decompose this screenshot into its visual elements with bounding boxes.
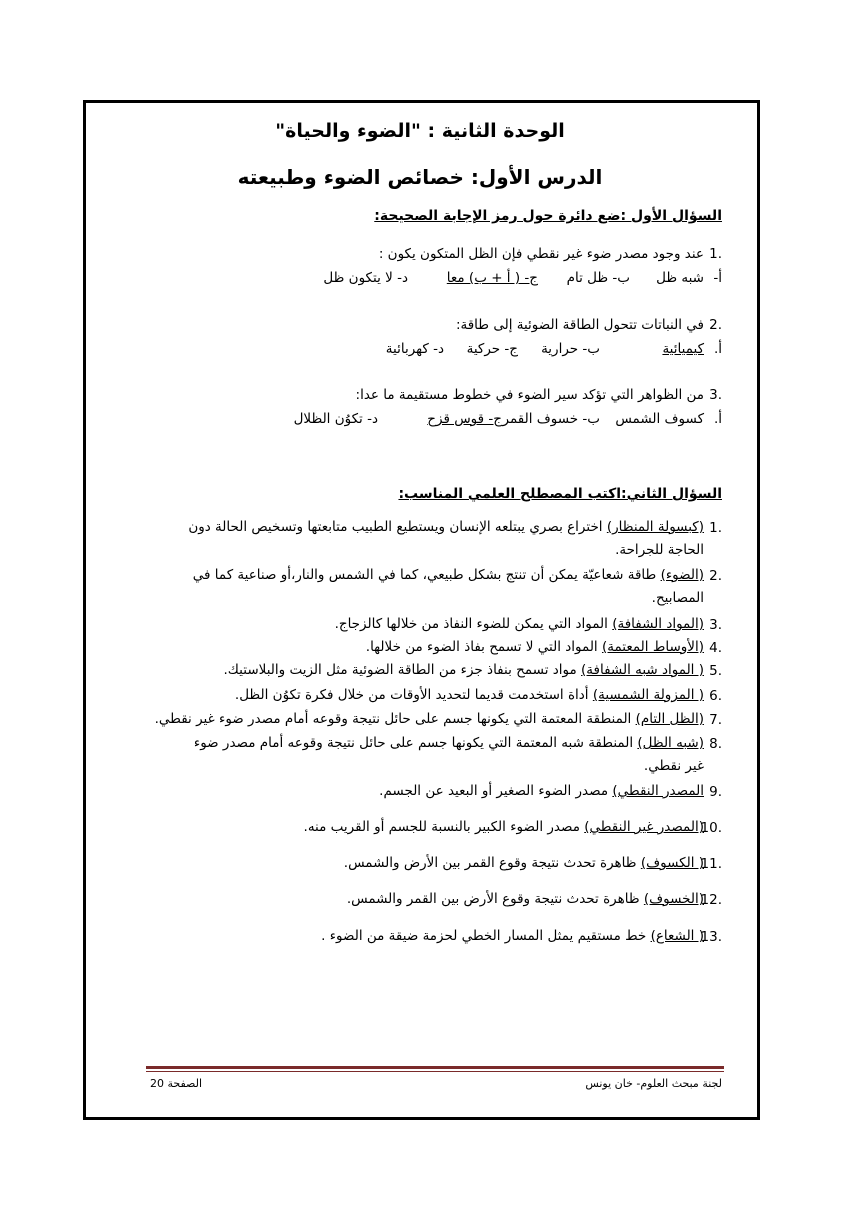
footer-page-number: الصفحة 20 xyxy=(150,1077,203,1090)
lesson-title: الدرس الأول: خصائص الضوء وطبيعته xyxy=(237,165,603,189)
q2-definition: ظاهرة تحدث نتيجة وقوع الأرض بين القمر والشمس. xyxy=(346,891,644,907)
q2-item-number: 11. xyxy=(700,856,722,872)
q1-option-d: د- تكوُن الظلال xyxy=(293,411,378,427)
q2-item-number: 10. xyxy=(700,820,722,836)
q1-option-b: ب- خسوف القمر xyxy=(502,411,600,427)
q2-definition: المنطقة المعتمة التي يكونها جسم على حائل نتيجة وقوعه أمام مصدر ضوء غير نقطي. xyxy=(154,711,636,727)
q2-item-text xyxy=(164,816,704,839)
unit-title: الوحدة الثانية : "الضوء والحياة" xyxy=(275,120,565,142)
q2-definition: اختراع بصري يبتلعه الإنسان ويستطيع الطبيب متابعتها وتسخيص الحالة دون الحاجة للجراحة. xyxy=(188,519,704,558)
q2-item-text xyxy=(164,780,704,803)
q2-heading: السؤال الثاني:اكتب المصطلح العلمي المناسب: xyxy=(398,486,722,502)
q2-item-text xyxy=(164,613,704,636)
q2-item-number: 1. xyxy=(709,520,722,536)
q1-option-a: شبه ظل xyxy=(656,270,704,286)
q2-definition: مصدر الضوء الصغير أو البعيد عن الجسم. xyxy=(379,783,613,799)
q2-definition: مواد تسمح بنفاذ جزء من الطاقة الضوئية مثل الزيت والبلاستيك. xyxy=(223,662,582,678)
q1-item-number: 2. xyxy=(709,317,722,333)
q1-option-letter: أ. xyxy=(713,411,722,427)
q1-option-c: ج- ( أ + ب) معا xyxy=(446,270,538,286)
q2-item-number: 12. xyxy=(700,892,722,908)
q2-term: ( الشعاع) xyxy=(650,928,704,944)
q1-option-b: ب- ظل تام xyxy=(566,270,630,286)
q1-option-c: ج- حركية xyxy=(466,341,518,357)
q2-term: ( المزولة الشمسية) xyxy=(592,687,704,703)
q2-definition: أداة استخدمت قديما لتحديد الأوقات من خلال فكرة تكوُن الظل. xyxy=(234,687,593,703)
q2-term: ( المواد شبه الشفافة) xyxy=(581,662,704,678)
q1-item-stem: من الظواهر التي تؤكد سير الضوء في خطوط مستقيمة ما عدا: xyxy=(355,387,704,403)
q1-option-a: كسوف الشمس xyxy=(615,411,704,427)
q1-item-stem: في النباتات تتحول الطاقة الضوئية إلى طاقة: xyxy=(455,317,704,333)
q2-item-text xyxy=(144,708,704,731)
footer-rule-thick xyxy=(146,1066,724,1069)
q2-definition: المواد التي لا تسمح بفاذ الضوء من خلالها. xyxy=(365,639,602,655)
footer-committee: لجنة مبحث العلوم- خان يونس xyxy=(585,1077,722,1090)
q2-definition: خط مستقيم يمثل المسار الخطي لحزمة ضيقة من الضوء . xyxy=(321,928,651,944)
q2-item-text xyxy=(164,925,704,948)
q2-term: المصدر النقطي) xyxy=(612,783,704,799)
q2-term: (المواد الشفافة) xyxy=(612,616,704,632)
q1-option-letter: أ. xyxy=(713,341,722,357)
q2-item-text xyxy=(174,732,704,778)
q1-option-a: كيميائية xyxy=(662,341,704,357)
q1-option-b: ب- حرارية xyxy=(541,341,600,357)
q2-item-number: 13. xyxy=(700,929,722,945)
q1-item-number: 1. xyxy=(709,246,722,262)
q2-term: (كبسولة المنظار) xyxy=(606,519,704,535)
footer-rule-thin xyxy=(146,1071,724,1072)
q2-term: (الظل التام) xyxy=(635,711,704,727)
q2-item-number: 4. xyxy=(709,640,722,656)
q2-definition: المواد التي يمكن للضوء النفاذ من خلالها كالزجاج. xyxy=(334,616,613,632)
q2-item-text xyxy=(184,516,704,562)
q1-option-c: ج- قوس قزح xyxy=(427,411,502,427)
q2-item-number: 5. xyxy=(709,663,722,679)
q1-item-number: 3. xyxy=(709,387,722,403)
q1-option-letter: أ- xyxy=(713,270,722,286)
q2-item-text xyxy=(164,659,704,682)
q2-item-number: 2. xyxy=(709,568,722,584)
q2-item-text xyxy=(164,636,704,659)
q1-item-stem: عند وجود مصدر ضوء غير نقطي فإن الظل المتكون يكون : xyxy=(378,246,704,262)
q2-item-number: 8. xyxy=(709,736,722,752)
q2-item-text xyxy=(164,888,704,911)
q2-item-text xyxy=(164,852,704,875)
q1-option-d: د- كهربائية xyxy=(385,341,444,357)
q2-item-text xyxy=(164,684,704,707)
q2-term: (المصدر غير النقطي) xyxy=(584,819,704,835)
q2-term: (الخسوف) xyxy=(643,891,704,907)
q2-definition: المنطقة شبه المعتمة التي يكونها جسم على حائل نتيجة وقوعه أمام مصدر ضوء غير نقطي. xyxy=(193,735,704,774)
q2-item-text xyxy=(184,564,704,610)
q2-item-number: 3. xyxy=(709,617,722,633)
q2-definition: طاقة شعاعيّة يمكن أن تنتج بشكل طبيعي، كما في الشمس والنار،أو صناعية كما في المصابيح. xyxy=(192,567,704,606)
q2-term: (الأوساط المعتمة) xyxy=(601,639,704,655)
q2-item-number: 6. xyxy=(709,688,722,704)
q2-term: ( الكسوف) xyxy=(640,855,704,871)
q2-item-number: 7. xyxy=(709,712,722,728)
q2-definition: مصدر الضوء الكبير بالنسبة للجسم أو القريب منه. xyxy=(303,819,585,835)
q2-term: (الضوء) xyxy=(660,567,704,583)
q2-item-number: 9. xyxy=(709,784,722,800)
q2-definition: ظاهرة تحدث نتيجة وقوع القمر بين الأرض والشمس. xyxy=(343,855,641,871)
q2-term: (شبه الظل) xyxy=(637,735,704,751)
q1-heading: السؤال الأول :ضع دائرة حول رمز الإجابة الصحيحة: xyxy=(374,208,722,224)
q1-option-d: د- لا يتكون ظل xyxy=(323,270,408,286)
